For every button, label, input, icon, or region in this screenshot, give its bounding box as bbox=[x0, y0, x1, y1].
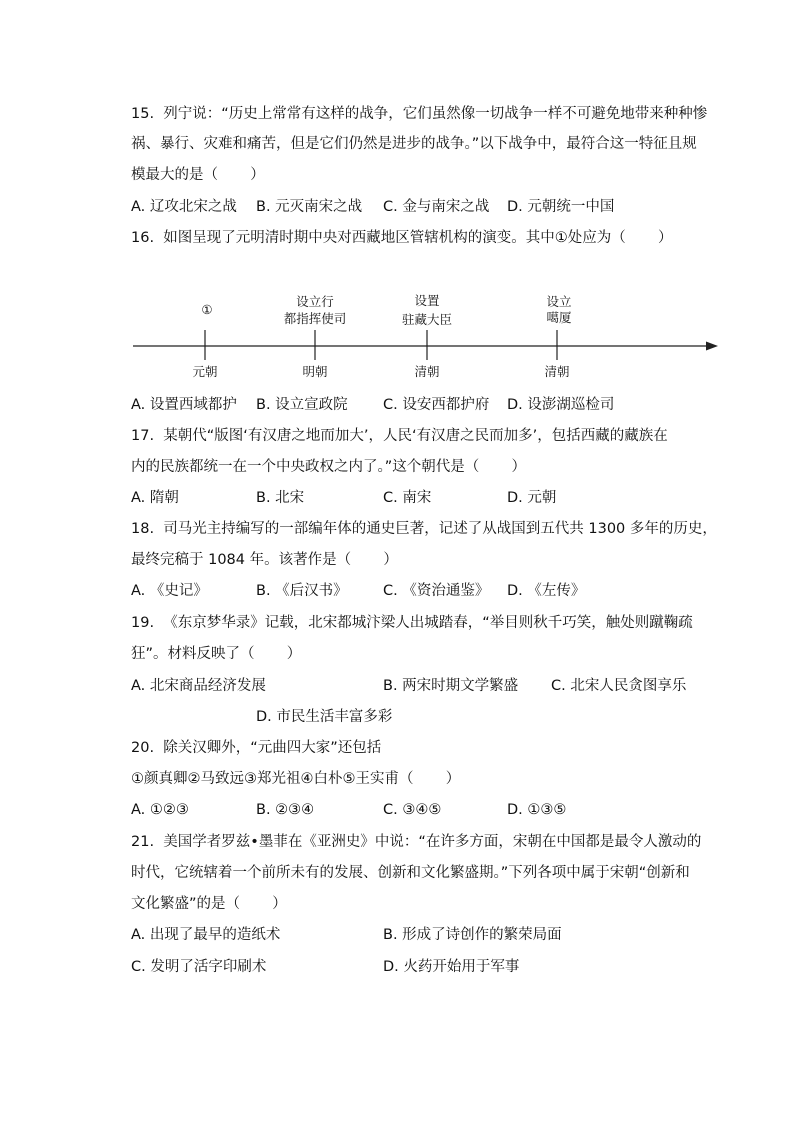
timeline-label-qing2-line-1: 设立 bbox=[546, 294, 572, 309]
timeline-era-qing-1: 清朝 bbox=[414, 364, 440, 379]
q19-option-d[interactable]: D. 市民生活丰富多彩 bbox=[256, 709, 393, 725]
q15-stem-line-2: 祸、暴行、灾难和痛苦，但是它们仍然是进步的战争。”以下战争中，最符合这一特征且规 bbox=[131, 136, 697, 152]
q16-option-b[interactable]: B. 设立宣政院 bbox=[256, 397, 348, 413]
q17-stem-line-2: 内的民族都统一在一个中央政权之内了。”这个朝代是（ ） bbox=[131, 459, 527, 475]
q15-option-d[interactable]: D. 元朝统一中国 bbox=[507, 199, 615, 215]
q18-stem-line-2: 最终完稿于 1084 年。该著作是（ ） bbox=[131, 552, 398, 568]
timeline-era-yuan: 元朝 bbox=[192, 364, 218, 379]
timeline-label-ming-line-1: 设立行 bbox=[296, 294, 334, 309]
q16-option-c[interactable]: C. 设安西都护府 bbox=[383, 397, 490, 413]
timeline-label-ming-line-2: 都指挥使司 bbox=[283, 311, 347, 326]
q15-stem-line-3: 模最大的是（ ） bbox=[131, 167, 265, 183]
timeline-label-qing1-line-2: 驻藏大臣 bbox=[401, 312, 452, 327]
timeline-label-qing2-line-2: 噶厦 bbox=[546, 310, 572, 325]
q16-stem-line-1: 16. 如图呈现了元明清时期中央对西藏地区管辖机构的演变。其中①处应为（ ） bbox=[131, 230, 673, 246]
q15-stem-line-1: 15. 列宁说：“历史上常常有这样的战争，它们虽然像一切战争一样不可避免地带来种种惨 bbox=[131, 106, 708, 122]
q18-option-b[interactable]: B. 《后汉书》 bbox=[256, 583, 348, 599]
timeline-label-blank: ① bbox=[201, 302, 213, 317]
q17-stem-line-1: 17. 某朝代“版图‘有汉唐之地而加大’，人民‘有汉唐之民而加多’，包括西藏的藏族在 bbox=[131, 428, 668, 444]
q19-stem-line-2: 狂”。材料反映了（ ） bbox=[131, 646, 302, 662]
q21-option-b[interactable]: B. 形成了诗创作的繁荣局面 bbox=[383, 927, 562, 943]
q17-option-d[interactable]: D. 元朝 bbox=[507, 490, 557, 506]
q19-option-c[interactable]: C. 北宋人民贪图享乐 bbox=[551, 678, 687, 694]
timeline-era-qing-2: 清朝 bbox=[544, 364, 570, 379]
q19-option-a[interactable]: A. 北宋商品经济发展 bbox=[131, 678, 266, 694]
q20-option-d[interactable]: D. ①③⑤ bbox=[507, 802, 567, 818]
q20-option-a[interactable]: A. ①②③ bbox=[131, 802, 189, 818]
q21-option-a[interactable]: A. 出现了最早的造纸术 bbox=[131, 927, 281, 943]
timeline-arrow-head bbox=[706, 342, 718, 351]
q15-option-c[interactable]: C. 金与南宋之战 bbox=[383, 199, 490, 215]
q18-option-a[interactable]: A. 《史记》 bbox=[131, 583, 208, 599]
q17-option-c[interactable]: C. 南宋 bbox=[383, 490, 432, 506]
q21-stem-line-3: 文化繁盛”的是（ ） bbox=[131, 896, 287, 912]
q18-stem-line-1: 18. 司马光主持编写的一部编年体的通史巨著，记述了从战国到五代共 1300 多年的历史， bbox=[131, 521, 717, 537]
q21-stem-line-2: 时代，它统辖着一个前所未有的发展、创新和文化繁盛期。”下列各项中属于宋朝“创新和 bbox=[131, 865, 690, 881]
q18-option-d[interactable]: D. 《左传》 bbox=[507, 583, 586, 599]
q21-stem-line-1: 21. 美国学者罗兹•墨菲在《亚洲史》中说：“在许多方面，宋朝在中国都是最令人激动的 bbox=[131, 834, 702, 850]
q21-option-d[interactable]: D. 火药开始用于军事 bbox=[383, 959, 520, 975]
timeline-label-qing1-line-1: 设置 bbox=[414, 293, 440, 308]
q17-option-b[interactable]: B. 北宋 bbox=[256, 490, 305, 506]
q16-option-d[interactable]: D. 设澎湖巡检司 bbox=[507, 397, 615, 413]
q15-option-a[interactable]: A. 辽攻北宋之战 bbox=[131, 199, 237, 215]
q16-option-a[interactable]: A. 设置西域都护 bbox=[131, 397, 237, 413]
timeline-era-ming: 明朝 bbox=[302, 364, 328, 379]
q18-option-c[interactable]: C. 《资治通鉴》 bbox=[383, 583, 490, 599]
q20-stem-line-1: 20. 除关汉卿外，“元曲四大家”还包括 bbox=[131, 740, 382, 756]
q15-option-b[interactable]: B. 元灭南宋之战 bbox=[256, 199, 363, 215]
q20-option-b[interactable]: B. ②③④ bbox=[256, 802, 315, 818]
q20-stem-line-2: ①颜真卿②马致远③郑光祖④白朴⑤王实甫（ ） bbox=[131, 771, 461, 787]
q17-option-a[interactable]: A. 隋朝 bbox=[131, 490, 179, 506]
q19-stem-line-1: 19. 《东京梦华录》记载，北宋都城汴梁人出城踏春，“举目则秋千巧笑，触处则蹴鞠疏 bbox=[131, 615, 693, 631]
q21-option-c[interactable]: C. 发明了活字印刷术 bbox=[131, 959, 267, 975]
timeline-axis-svg bbox=[0, 0, 794, 400]
q19-option-b[interactable]: B. 两宋时期文学繁盛 bbox=[383, 678, 519, 694]
q20-option-c[interactable]: C. ③④⑤ bbox=[383, 802, 442, 818]
